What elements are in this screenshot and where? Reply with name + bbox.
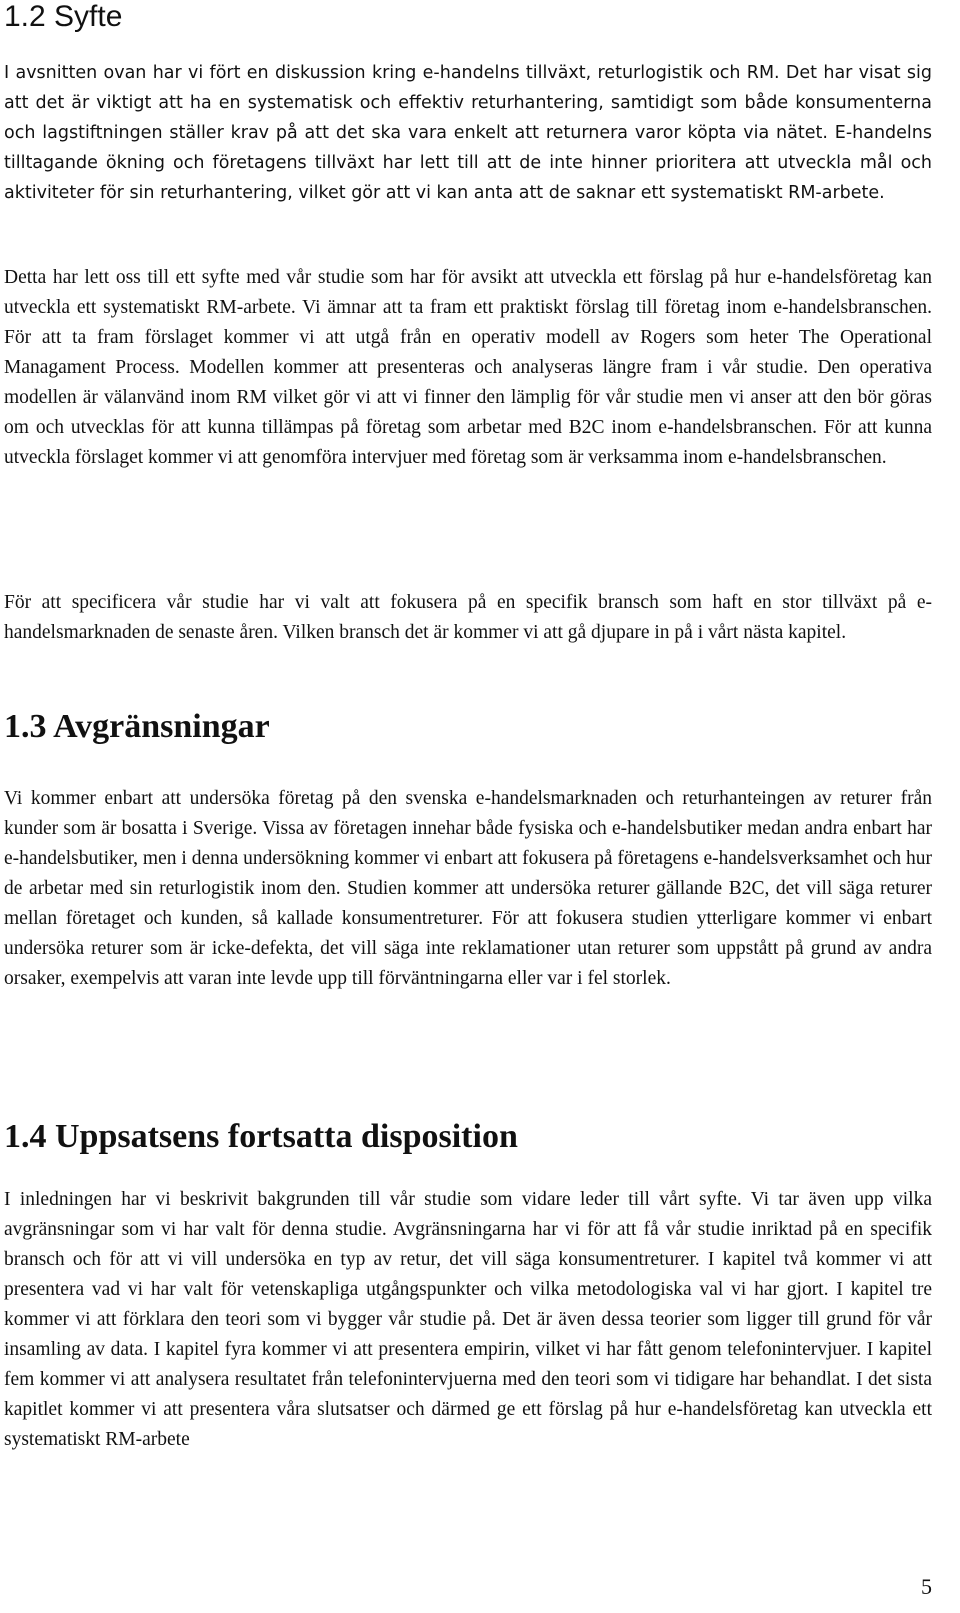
page-number: 5 [921,1574,932,1599]
paragraph-syfte-1-text: I avsnitten ovan har vi fört en diskussion kring e-handelns tillväxt, returlogistik och RM. Det har visat sig att det är viktigt att ha en systematisk och effektiv returhantering, samtidigt som både konsumenterna och lagstiftningen ställer krav på att det ska vara enkelt att returnera varor köpta via nätet. E-handelns tilltagande ökning och företagens tillväxt har lett till att de inte hinner prioritera att utveckla mål och aktiviteter för sin returhantering, vilket gör att vi kan anta att de saknar ett systematiskt RM-arbete. [4,63,932,203]
paragraph-syfte-2: Detta har lett oss till ett syfte med vår studie som har för avsikt att utveckla ett förslag på hur e-handelsföretag kan utveckla ett systematiskt RM-arbete. Vi ämnar att ta fram ett praktiskt förslag till företag inom e-handelsbranschen. För att ta fram förslaget kommer vi att utgå från en operativ modell av Rogers som heter The Operational Managament Process. Modellen kommer att presenteras och analyseras längre fram i vår studie. Den operativa modellen är välanvänd inom RM vilket gör vi att vi finner den lämplig för vår studie men vi anser att den bör göras om och utvecklas för att kunna tillämpas på företag som arbetar med B2C inom e-handelsbranschen. För att kunna utveckla förslaget kommer vi att genomföra intervjuer med företag som är verksamma inom e-handelsbranschen. [4,267,932,468]
section-heading-disposition: 1.4 Uppsatsens fortsatta disposition [4,1118,518,1155]
paragraph-syfte-3: För att specificera vår studie har vi valt att fokusera på en specifik bransch som haft en stor tillväxt på e-handelsmarknaden de senaste åren. Vilken bransch det är kommer vi att gå djupare in på i vårt nästa kapitel. [4,592,932,643]
paragraph-syfte-1 [4,58,932,208]
section-heading-avgransningar: 1.3 Avgränsningar [4,708,270,745]
paragraph-disposition: I inledningen har vi beskrivit bakgrunden till vår studie som vidare leder till vårt syfte. Vi tar även upp vilka avgränsningar som vi har valt för denna studie. Avgränsningarna har vi för att få vår studie inriktad på en specifik bransch och för att vi vill undersöka en typ av retur, det vill säga konsumentreturer. I kapitel två kommer vi att presentera vad vi har valt för vetenskapliga utgångspunkter och vilka metodologiska val vi har gjort. I kapitel tre kommer vi att förklara den teori som vi bygger vår studie på. Det är även dessa teorier som ligger till grund för vår insamling av data. I kapitel fyra kommer vi att presentera empirin, vilket vi har fått genom telefonintervjuer. I kapitel fem kommer vi att analysera resultatet från telefonintervjuerna med den teori som vi tidigare har behandlat. I det sista kapitlet kommer vi att presentera våra slutsatser och därmed ge ett förslag på hur e-handelsföretag kan utveckla ett systematiskt RM-arbete [4,1189,932,1450]
paragraph-avgransningar: Vi kommer enbart att undersöka företag på den svenska e-handelsmarknaden och returhanteingen av returer från kunder som är bosatta i Sverige. Vissa av företagen innehar både fysiska och e-handelsbutiker medan andra enbart har e-handelsbutiker, men i denna undersökning kommer vi enbart att fokusera på företagens e-handelsverksamhet och hur de arbetar med sin returlogistik inom den. Studien kommer att undersöka returer gällande B2C, det vill säga returer mellan företaget och kunden, så kallade konsumentreturer. För att fokusera studien ytterligare kommer vi enbart undersöka returer som är icke-defekta, det vill säga inte reklamationer utan returer som uppstått på grund av andra orsaker, exempelvis att varan inte levde upp till förväntningarna eller var i fel storlek. [4,788,932,989]
section-heading-syfte: 1.2 Syfte [4,0,123,33]
document-page [4,0,932,1613]
